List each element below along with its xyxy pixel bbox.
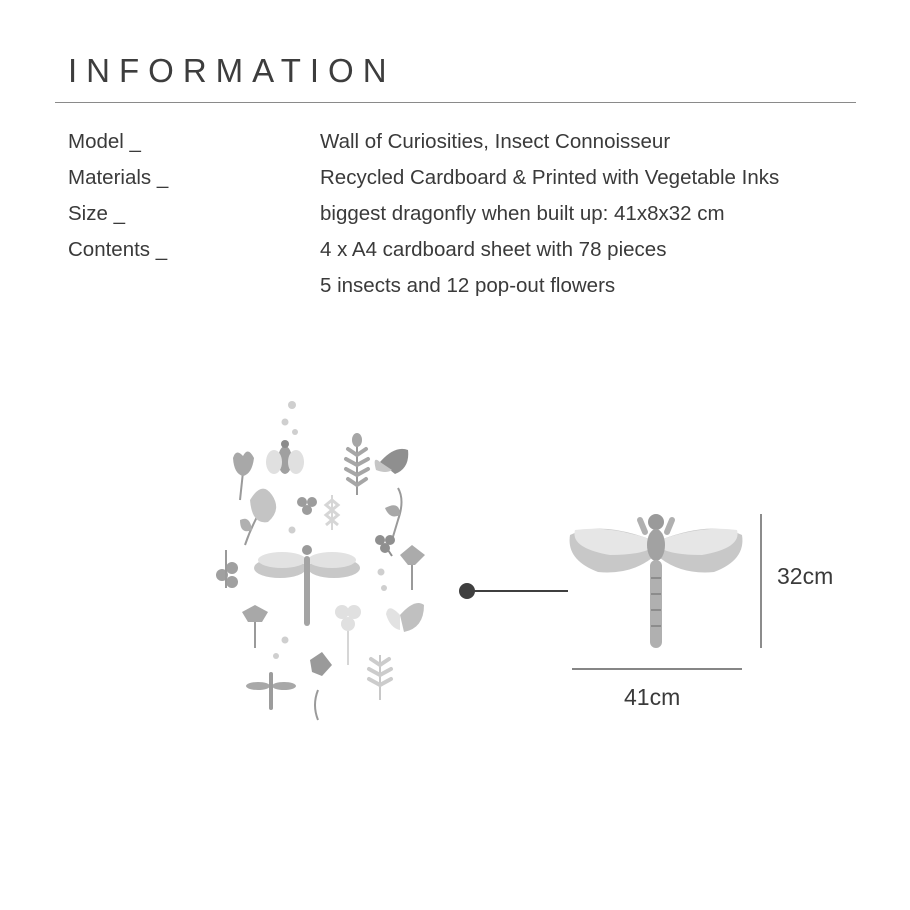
flower-tulip-icon [233, 451, 254, 500]
dragonfly-large-icon [570, 514, 743, 648]
leaf-icon [385, 488, 402, 540]
dot-decoration [282, 419, 289, 426]
spec-value: 4 x A4 cardboard sheet with 78 pieces [320, 238, 667, 261]
spec-value: Recycled Cardboard & Printed with Vegetable Inks [320, 166, 780, 189]
wall-arrangement [216, 401, 425, 720]
page-title: INFORMATION [68, 52, 396, 89]
dot-decoration [288, 401, 296, 409]
flower-lily-icon [400, 545, 425, 590]
spec-value: 5 insects and 12 pop-out flowers [320, 274, 616, 297]
width-label: 41cm [624, 684, 681, 710]
dot-decoration [273, 653, 279, 659]
spec-label: Size _ [68, 202, 125, 225]
flower-poppy-icon [240, 489, 276, 545]
dot-decoration [378, 569, 385, 576]
butterfly-icon [375, 449, 409, 474]
spec-label: Contents _ [68, 238, 168, 261]
dot-decoration [282, 637, 289, 644]
clover-left-icon [216, 550, 238, 588]
dragonfly-tiny-icon [246, 672, 296, 710]
flower-violet-icon [310, 652, 332, 720]
spec-label: Model _ [68, 130, 141, 153]
dot-decoration [381, 585, 387, 591]
leaf-plant-icon [346, 433, 368, 495]
dot-decoration [292, 429, 298, 435]
spec-value: Wall of Curiosities, Insect Connoisseur [320, 130, 671, 153]
butterfly-light-icon [386, 603, 424, 632]
fern-icon [326, 495, 338, 530]
flower-iris-icon [242, 605, 268, 648]
bee-icon [266, 440, 304, 474]
clover-icon [375, 535, 395, 556]
dot-decoration [289, 527, 296, 534]
spec-value: biggest dragonfly when built up: 41x8x32 cm [320, 202, 725, 225]
height-label: 32cm [777, 563, 834, 589]
spec-label: Materials _ [68, 166, 169, 189]
flower-light-icon [335, 605, 361, 665]
flower-small-icon [297, 497, 317, 515]
leaf-plant-light-icon [369, 655, 391, 700]
